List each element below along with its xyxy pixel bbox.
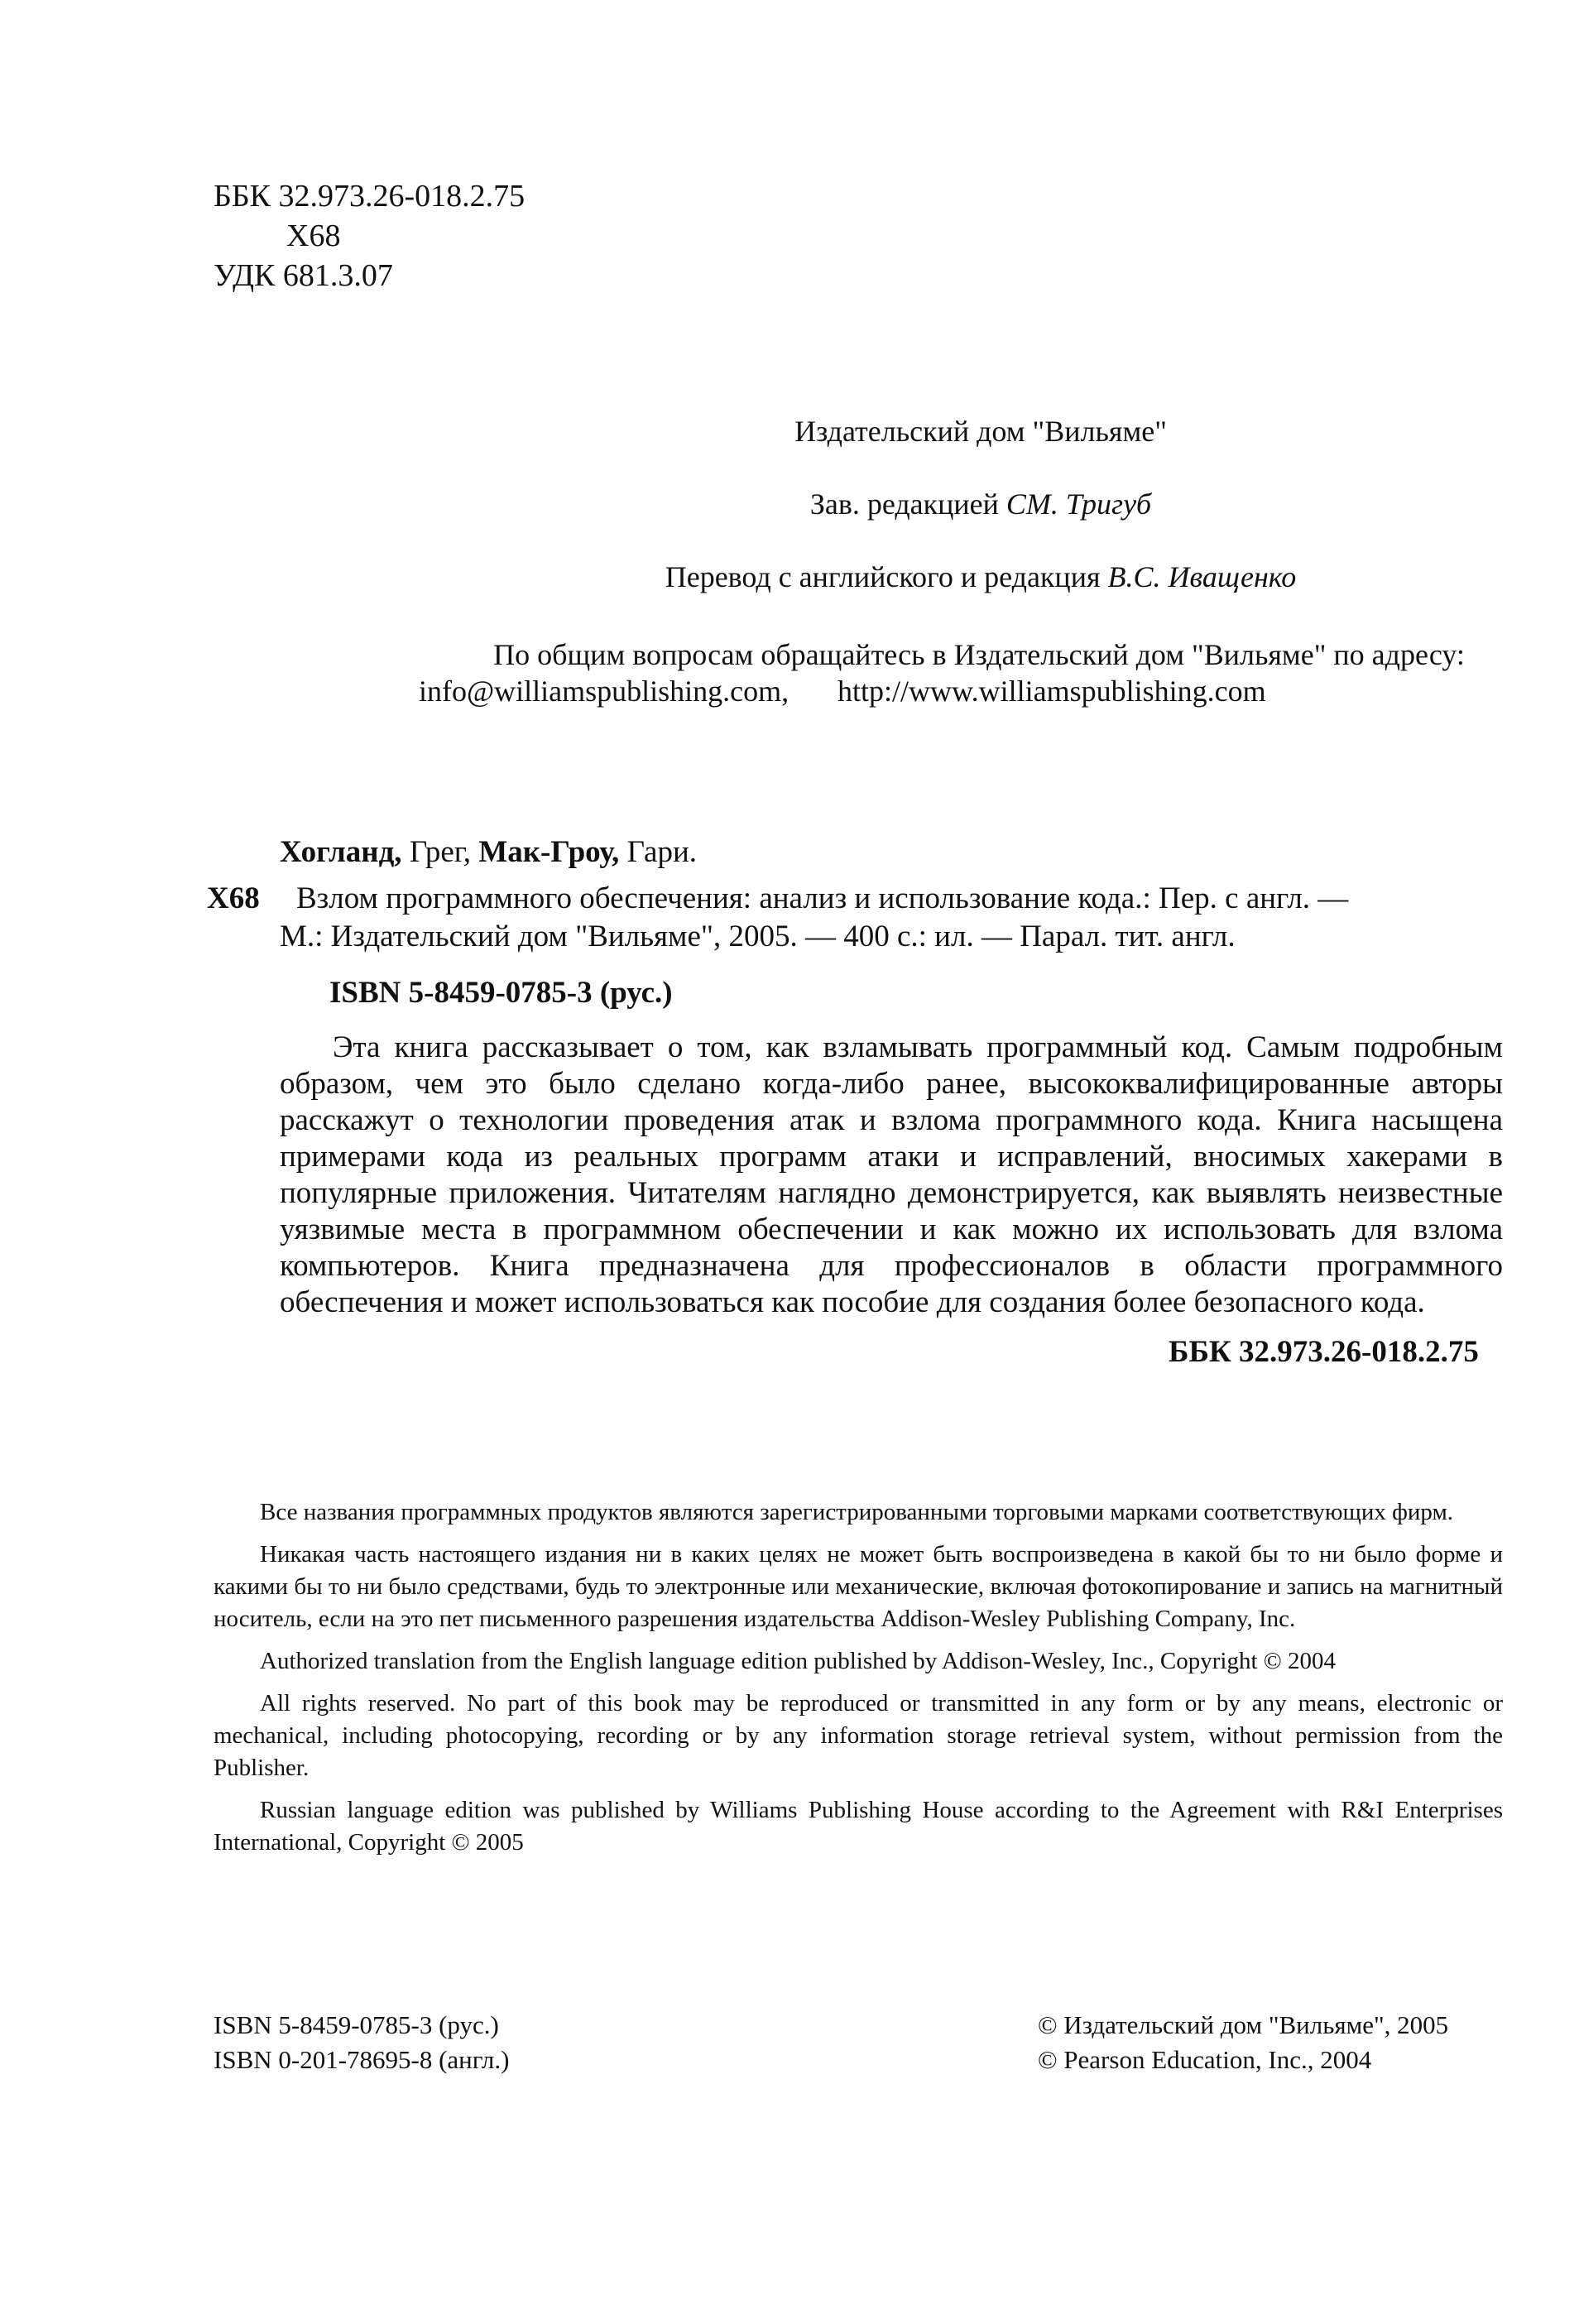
isbn-russian: ISBN 5-8459-0785-3 (рус.) [214,2010,499,2039]
rights-notice: All rights reserved. No part of this book may be reproduced or transmitted in any form or by any means, electronic or mechanical, including photocopying, recording or by any information storage retrieval system, without permission from the Publisher. [214,1690,1503,1781]
authorized-translation: Authorized translation from the English language edition published by Addison-Wesley, Inc., Copyright © 2004 [260,1648,1337,1674]
card-bbk: ББК 32.973.26-018.2.75 [1169,1335,1479,1369]
editor-prefix: Зав. редакцией [809,487,999,521]
author1-surname: Хогланд, [280,835,402,869]
translation-prefix: Перевод с английского и редакция [665,560,1101,593]
publisher-website: http://www.williamspublishing.com [837,675,1266,708]
translator-name: В.С. Иващенко [1107,560,1297,593]
publisher-name: Издательский дом "Вильяме" [794,415,1167,448]
russian-edition-notice: Russian language edition was published by Williams Publishing House according to the Agreement with R&I Enterprises International, Copyright © 2005 [214,1797,1503,1856]
copyright-notice-ru: Никакая часть настоящего издания ни в каких целях не может быть воспроизведена в какой бы то ни было форме и какими бы то ни было средствами, будь то электронные или механические, включая фотокопирование и запись на магнитный носитель, если на это пет письменного разрешения издательства Addison-Wesley Publishing Company, Inc. [214,1541,1503,1632]
card-title-line2: М.: Издательский дом "Вильяме", 2005. — 400 с.: ил. — Парал. тит. англ. [280,920,1236,953]
card-title-line1: Взлом программного обеспечения: анализ и использование кода.: Пер. с англ. — [296,881,1349,915]
udk-code: УДК 681.3.07 [214,258,393,293]
author2-surname: Мак-Гроу, [478,835,620,869]
book-description [280,1030,1503,1321]
card-mark: Х68 [207,881,260,915]
isbn-english: ISBN 0-201-78695-8 (англ.) [214,2045,510,2074]
translation-credit [0,559,1579,594]
trademark-notice: Все названия программных продуктов являются зарегистрированными торговыми марками соответствующих фирм. [260,1499,1454,1525]
card-isbn: ISBN 5-8459-0785-3 (рус.) [329,976,673,1010]
legal-notices [214,1496,1503,1869]
copyright-pearson: © Pearson Education, Inc., 2004 [1038,2045,1372,2074]
publisher-email: info@williamspublishing.com, [419,675,790,708]
author1-name: Грег, [409,835,472,869]
editor-credit [0,487,1579,521]
author-mark: Х68 [286,218,341,253]
contact-line: По общим вопросам обращайтесь в Издательский дом "Вильяме" по адресу: [493,638,1465,671]
copyright-publisher: © Издательский дом "Вильяме", 2005 [1038,2010,1449,2039]
author2-name: Гари. [626,835,698,869]
card-authors [280,834,697,871]
editor-name: СМ. Тригуб [1005,487,1152,521]
bbk-code: ББК 32.973.26-018.2.75 [214,179,526,214]
description-text: Эта книга рассказывает о том, как взламывать программный код. Самым подробным образом, чем это было сделано когда-либо ранее, высококвалифицированные авторы расскажут о технологии проведения атак и взлома программного кода. Книга насыщена примерами кода из реальных программ атаки и исправлений, вносимых хакерами в популярные приложения. Читателям наглядно демонстрируется, как выявлять неизвестные уязвимые места в программном обеспечении и как можно их использовать для взлома компьютеров. Книга предназначена для профессионалов в области программного обеспечения и может использоваться как пособие для создания более безопасного кода. [280,1030,1503,1319]
